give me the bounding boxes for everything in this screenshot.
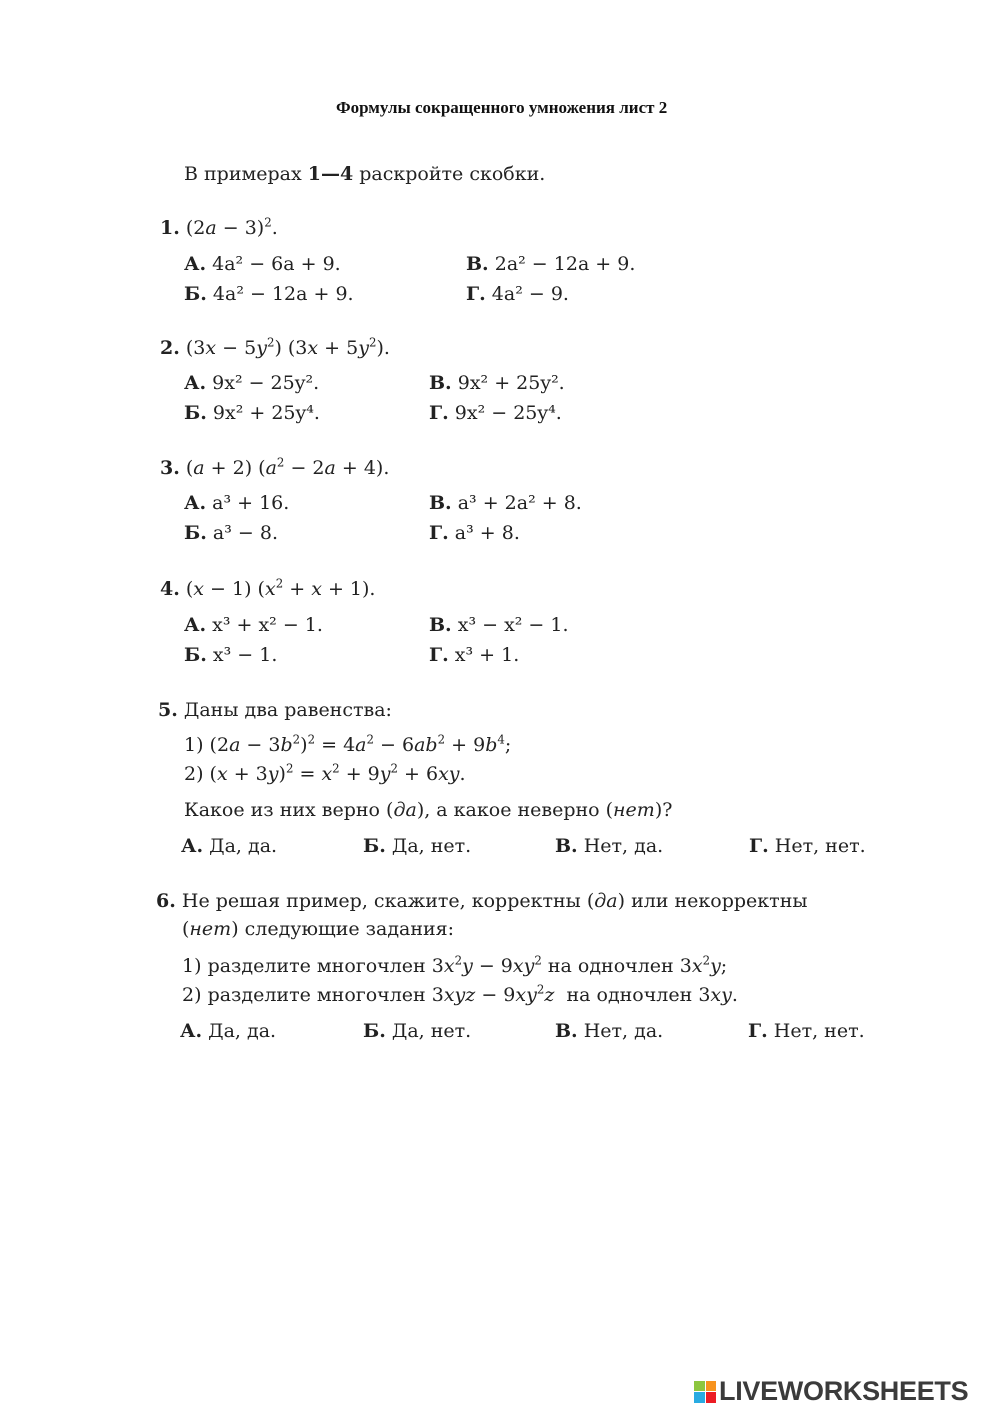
task-number: 4. [160,578,180,600]
task-2-expression: 2. $(3x - 5y^2)$ $(3x + 5y^2)$. [160,335,390,359]
task-4-expression: 4. (x − 1) $(x^2 + x + 1)$. [160,576,376,600]
instruction-range: 1—4 [307,163,354,185]
instruction [184,163,545,185]
task-6-line-1: 1) разделите многочлен $3x^2y - 9xy^2$ на одночлен $3x^2y$; [182,953,728,977]
task-6-option-v[interactable]: В. Нет, да. [555,1020,664,1042]
task-4-option-g[interactable]: Г. x³ + 1. [429,644,520,666]
task-6-line-2: 2) разделите многочлен $3xyz - 9xy^2z$ на одночлен 3xy. [182,982,738,1006]
task-number: 6. [156,890,176,912]
task-1-option-g[interactable]: Г. 4a² − 9. [466,283,569,305]
task-3-option-b[interactable]: Б. a³ − 8. [184,522,278,544]
task-2-option-v[interactable]: В. 9x² + 25y². [429,372,565,394]
task-2-option-b[interactable]: Б. 9x² + 25y⁴. [184,402,320,424]
task-number: 1. [160,217,180,239]
task-4-option-a[interactable]: А. x³ + x² − 1. [184,614,323,636]
task-number: 2. [160,337,180,359]
task-1-expression: 1. $(2a - 3)^2$. [160,215,278,239]
task-5-question: Какое из них верно (да), а какое неверно (нет)? [184,799,673,821]
page-title: Формулы сокращенного умножения лист 2 [336,98,668,117]
task-4-option-b[interactable]: Б. x³ − 1. [184,644,278,666]
task-1-option-a[interactable]: А. 4a² − 6a + 9. [184,253,341,275]
task-6-heading-line-2: (нет) следующие задания: [182,918,455,940]
task-2-option-a[interactable]: А. 9x² − 25y². [184,372,320,394]
task-number: 3. [160,457,180,479]
liveworksheets-logo-text: LIVEWORKSHEETS [719,1376,969,1406]
task-5-option-b[interactable]: Б. Да, нет. [363,835,472,857]
task-2-option-g[interactable]: Г. 9x² − 25y⁴. [429,402,562,424]
task-3-option-g[interactable]: Г. a³ + 8. [429,522,520,544]
task-number: 5. [158,699,178,721]
task-6-option-a[interactable]: А. Да, да. [180,1020,277,1042]
liveworksheets-logo-icon [694,1381,716,1403]
liveworksheets-logo[interactable] [694,1376,968,1407]
task-1-option-v[interactable]: В. 2a² − 12a + 9. [466,253,636,275]
task-3-option-a[interactable]: А. a³ + 16. [184,492,290,514]
instruction-prefix: В примерах [184,163,308,185]
task-5-equation-2: 2) $(x + 3y)^2 = x^2 + 9y^2 + 6xy$. [184,761,466,785]
task-5-option-v[interactable]: В. Нет, да. [555,835,664,857]
task-5-option-g[interactable]: Г. Нет, нет. [749,835,866,857]
instruction-suffix: раскройте скобки. [353,163,546,185]
task-3-expression: 3. (a + 2) $(a^2 - 2a + 4)$. [160,455,390,479]
task-6-heading-line-1: 6. Не решая пример, скажите, корректны (да) или некорректны [156,890,808,912]
task-5-equation-1: 1) $(2a - 3b^2)^2 = 4a^2 - 6ab^2 + 9b^4$; [184,732,512,756]
task-4-option-v[interactable]: В. x³ − x² − 1. [429,614,569,636]
task-6-option-b[interactable]: Б. Да, нет. [363,1020,472,1042]
task-1-option-b[interactable]: Б. 4a² − 12a + 9. [184,283,354,305]
task-6-option-g[interactable]: Г. Нет, нет. [748,1020,865,1042]
task-5-heading: 5. Даны два равенства: [158,699,392,721]
task-3-option-v[interactable]: В. a³ + 2a² + 8. [429,492,582,514]
task-5-option-a[interactable]: А. Да, да. [181,835,278,857]
